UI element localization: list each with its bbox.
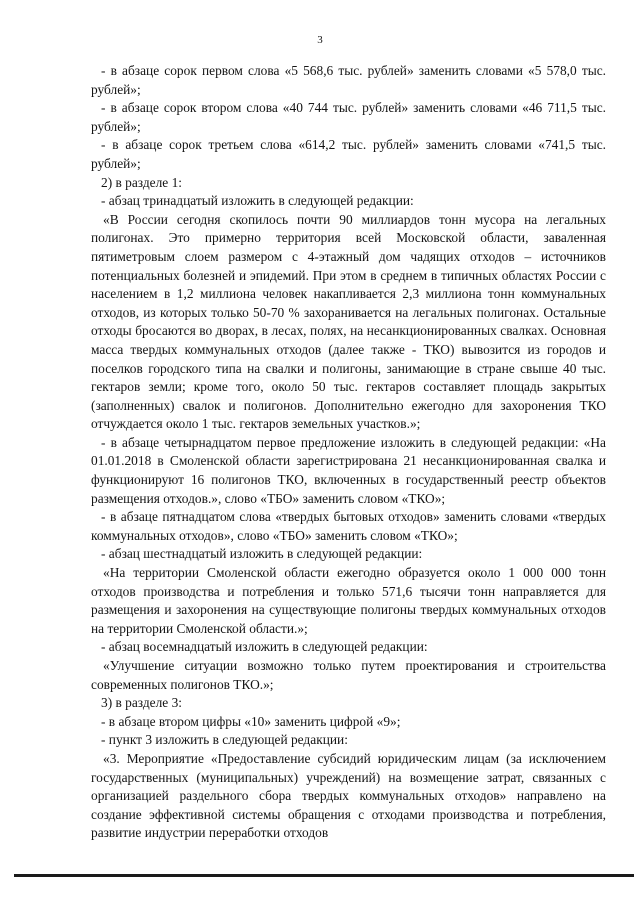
paragraph-18-instruction: - абзац восемнадцатый изложить в следующей редакции: (101, 639, 428, 655)
paragraph-15-instruction: - в абзаце пятнадцатом слова «твердых бытовых отходов» заменить словами «твердых коммунальных отходов», слово «ТБО» заменить словом «ТКО»; (91, 509, 606, 543)
paragraph-13-quote: «В России сегодня скопилось почти 90 миллиардов тонн мусора на легальных полигонах. Это примерно территория всей Московской области, заваленная пятиметровым слоем размером с 4-этажный дом чадящих отходов – источников потенциальных болезней и эпидемий. При этом в среднем в типичных областях России с населением в 1,2 миллиона человек накапливается 2,3 миллиона тонн коммунальных отходов, из которых только 50-70 % захоранивается на легальных полигонах. Остальные отходы бросаются во дворах, в лесах, полях, на несанкционированных свалках. Основная масса твердых коммунальных отходов (далее также - ТКО) вывозится из городов и поселков городского типа на свалки и полигоны, занимающие в стране свыше 40 тыс. гектаров земли; кроме того, около 50 тыс. гектаров составляет площадь закрытых (заполненных) свалок и полигонов. Дополнительно ежегодно для захоронения ТКО отчуждается около 1 тыс. гектаров земельных участков.»; (91, 211, 606, 432)
item-3-instruction: - пункт 3 изложить в следующей редакции: (101, 732, 348, 748)
paragraph-18-quote: «Улучшение ситуации возможно только путем проектирования и строительства современных полигонов ТКО.»; (91, 658, 606, 692)
paragraph-14-instruction: - в абзаце четырнадцатом первое предложение изложить в следующей редакции: «На 01.01.2018 в Смоленской области зарегистрирована 21 несанкционированная свалка и функционируют 16 полигонов ТКО, включенных в государственный реестр объектов размещения отходов.», слово «ТБО» заменить словом «ТКО»; (91, 434, 606, 506)
amendment-paragraph-41: - в абзаце сорок первом слова «5 568,6 тыс. рублей» заменить словами «5 578,0 тыс. рублей»; (91, 63, 606, 97)
paragraph-16-instruction: - абзац шестнадцатый изложить в следующей редакции: (101, 546, 423, 562)
page-number: 3 (317, 34, 323, 46)
amendment-paragraph-43: - в абзаце сорок третьем слова «614,2 тыс. рублей» заменить словами «741,5 тыс. рублей»; (91, 137, 606, 171)
section-3-paragraph-2-instruction: - в абзаце втором цифры «10» заменить цифрой «9»; (101, 713, 401, 729)
amendment-paragraph-42: - в абзаце сорок втором слова «40 744 тыс. рублей» заменить словами «46 711,5 тыс. рублей»; (91, 100, 606, 134)
paragraph-13-instruction: - абзац тринадцатый изложить в следующей редакции: (101, 193, 414, 209)
item-3-quote: «3. Мероприятие «Предоставление субсидий юридическим лицам (за исключением государственных (муниципальных) учреждений) на возмещение затрат, связанных с организацией раздельного сбора твердых коммунальных отходов» направлено на создание эффективной системы обращения с отходами производства и потребления, развитие индустрии переработки отходов (91, 750, 606, 841)
section-1-heading: 2) в разделе 1: (101, 174, 183, 190)
document-body (91, 62, 606, 843)
paragraph-16-quote: «На территории Смоленской области ежегодно образуется около 1 000 000 тонн отходов производства и потребления и только 571,6 тысячи тонн направляется для размещения и захоронения на существующие полигоны твердых коммунальных отходов на территории Смоленской области.»; (91, 565, 606, 636)
scan-bottom-edge-divider (14, 874, 634, 877)
section-3-heading: 3) в разделе 3: (101, 695, 183, 711)
